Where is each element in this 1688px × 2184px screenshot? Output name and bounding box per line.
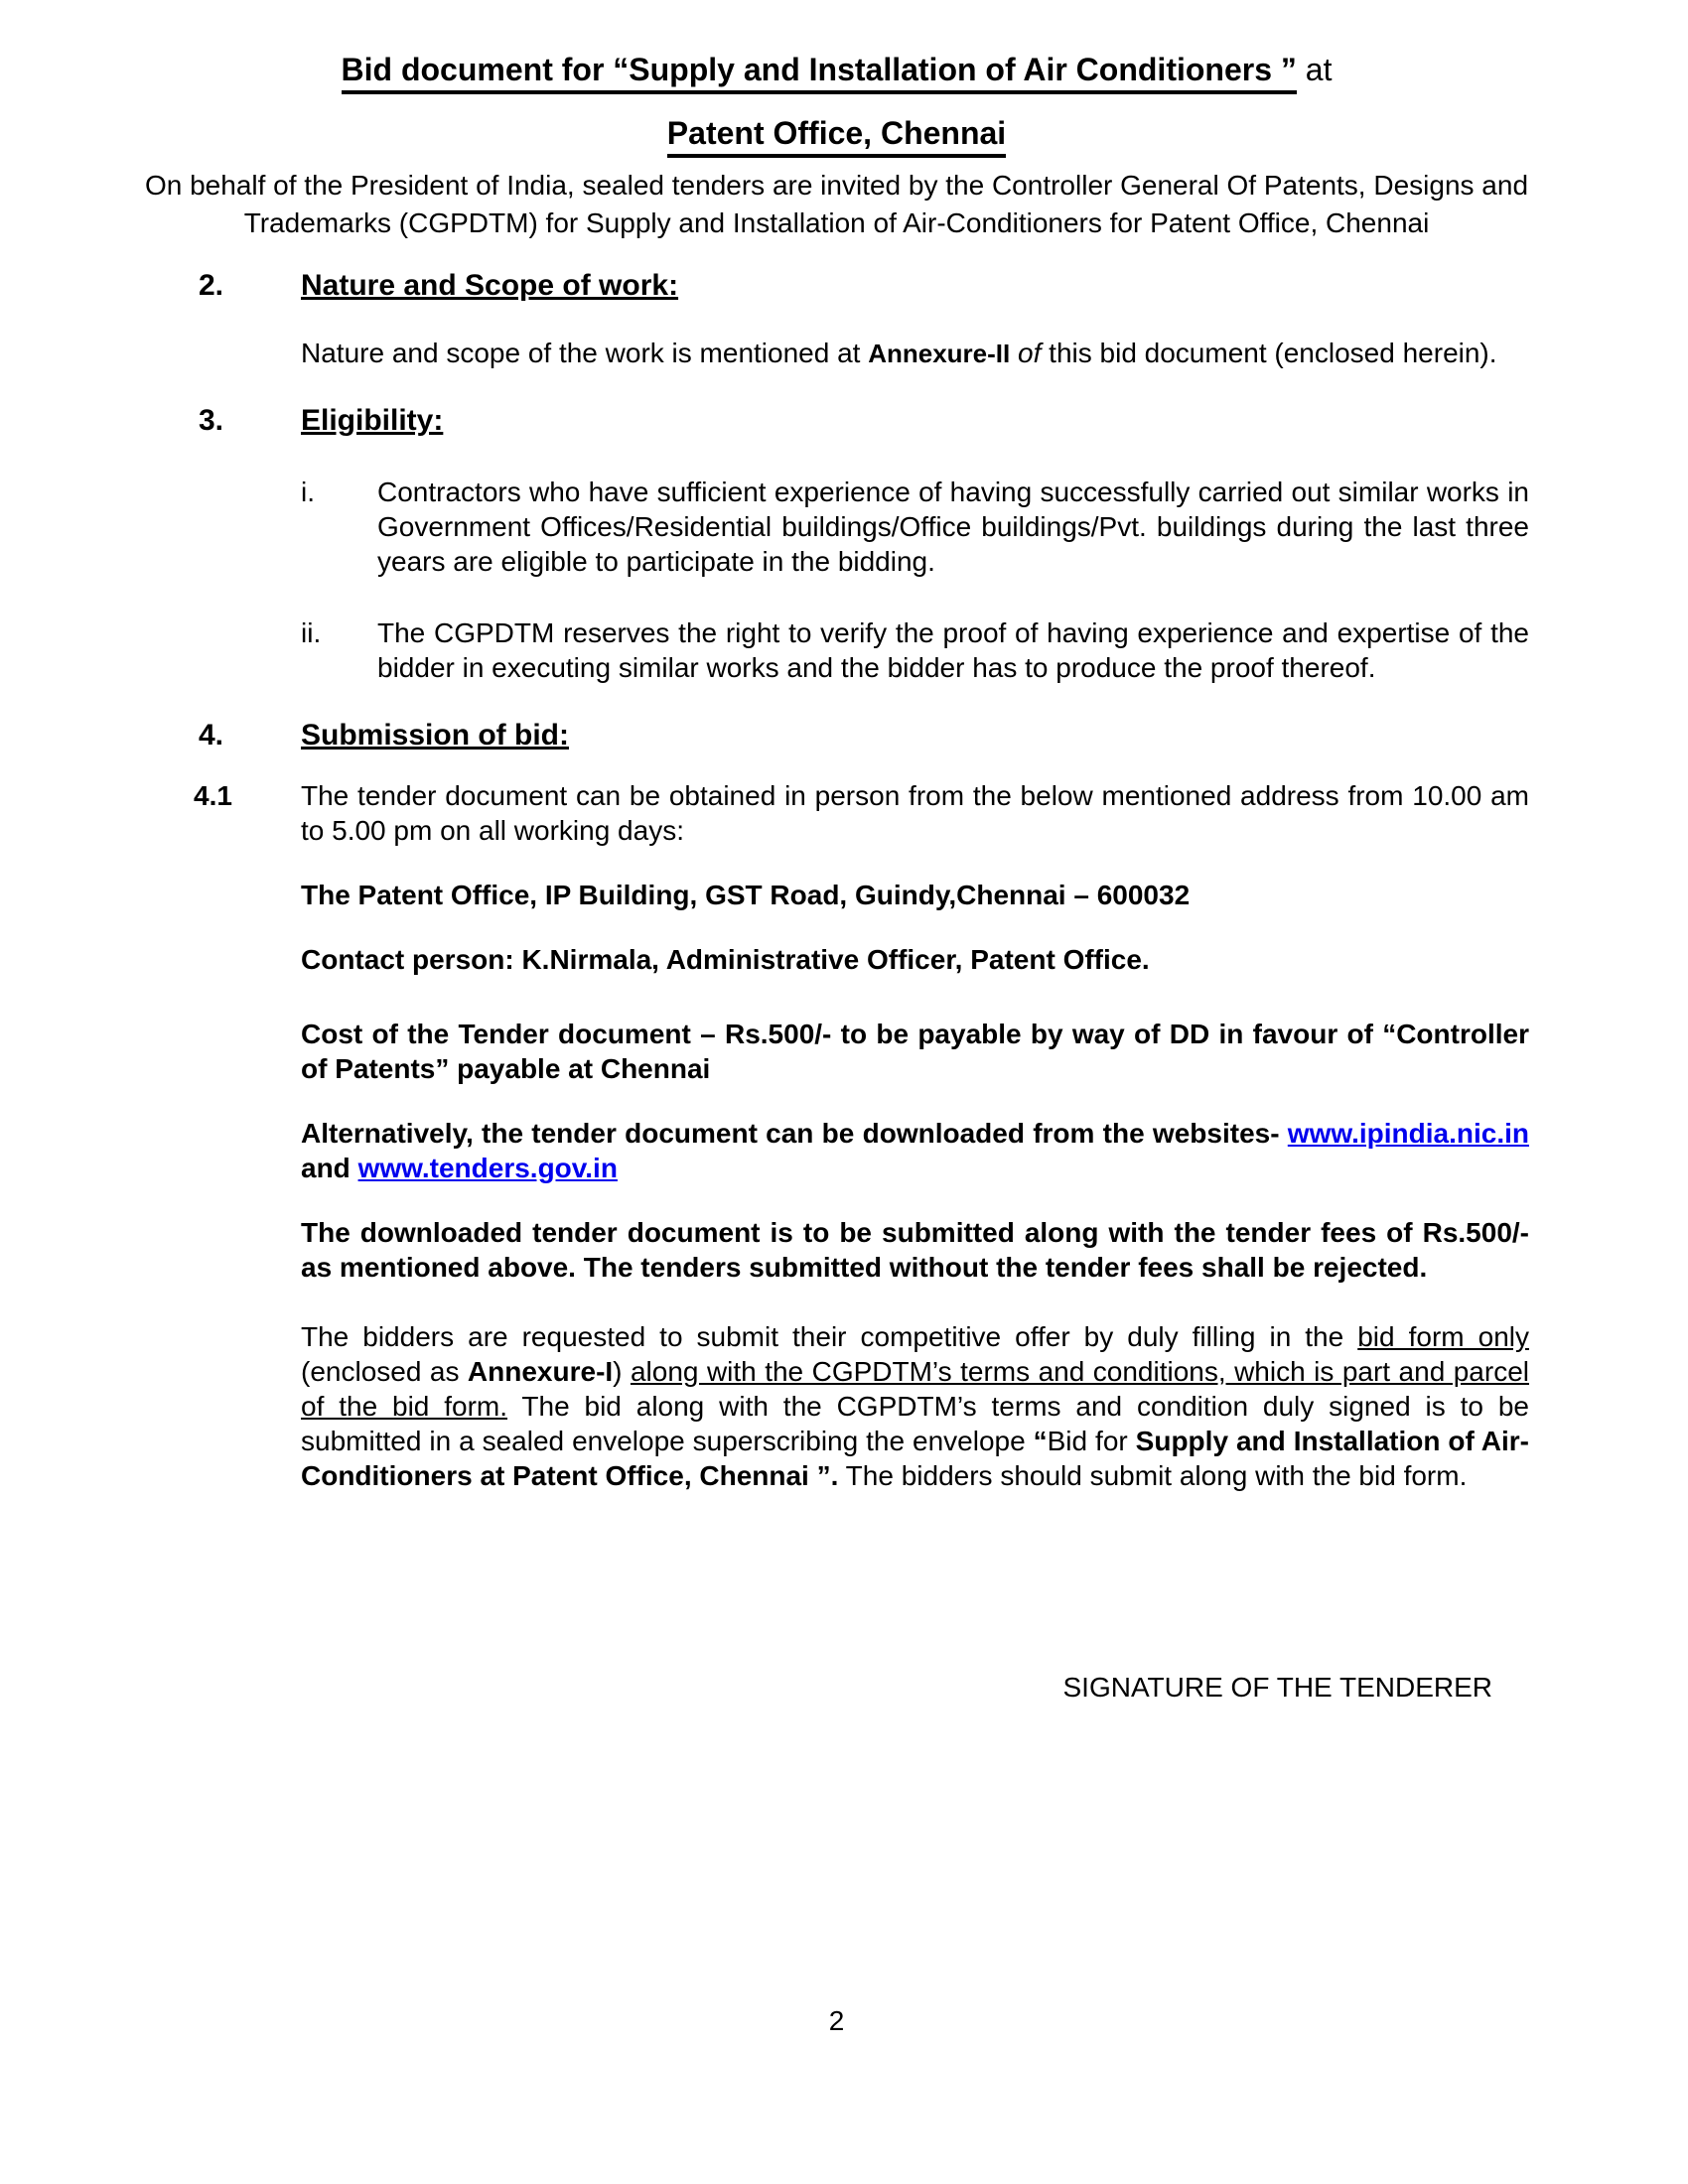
- annexure-1-reference: Annexure-I: [467, 1356, 614, 1387]
- clause-4-1-number: 4.1: [194, 780, 232, 811]
- clause-4-1-text: The tender document can be obtained in person from the below mentioned address from 10.00 am to 5.00 pm on all working days:: [301, 780, 1529, 846]
- downloaded-tender-paragraph: The downloaded tender document is to be submitted along with the tender fees of Rs.500/- as mentioned above. The tenders submitted without the tender fees shall be rejected.: [301, 1217, 1529, 1283]
- eligibility-item-2-numeral: ii.: [301, 617, 322, 648]
- page-number: 2: [828, 2005, 845, 2036]
- page-title-line2: [144, 113, 1529, 153]
- annexure-2-reference: Annexure-II: [868, 339, 1011, 368]
- bidders-run-5: ): [613, 1356, 631, 1387]
- office-address: The Patent Office, IP Building, GST Road, Guindy,Chennai – 600032: [301, 880, 1191, 910]
- envelope-superscription-bold: Supply and Installation of Air-Conditioners at Patent Office, Chennai ”.: [301, 1426, 1529, 1491]
- bidders-run-3: (enclosed as: [301, 1356, 468, 1387]
- bidders-run-9: Bid for: [1047, 1426, 1136, 1456]
- signature-line: SIGNATURE OF THE TENDERER: [1062, 1672, 1492, 1703]
- document-content: [144, 0, 1529, 1704]
- section-3-number: 3.: [199, 404, 224, 437]
- eligibility-item-1-text: Contractors who have sufficient experience of having successfully carried out similar works in Government Offices/Residential buildings/Office buildings/Pvt. buildings during the last three years are eligible to participate in the bidding.: [377, 477, 1529, 577]
- section-2-heading-row: [144, 268, 1529, 304]
- bidders-run-7: The bid along with the CGPDTM’s terms and condition duly signed is to be submitted in a sealed envelope superscribing the envelope: [301, 1391, 1529, 1456]
- tender-cost-paragraph: Cost of the Tender document – Rs.500/- to be payable by way of DD in favour of “Controller of Patents” payable at Chennai: [301, 1019, 1529, 1084]
- section-2-body-italic: of: [1010, 338, 1042, 368]
- clause-4-1-row: [144, 778, 1529, 848]
- intro-paragraph: On behalf of the President of India, sealed tenders are invited by the Controller General Of Patents, Designs and Trademarks (CGPDTM) for Supply and Installation of Air-Conditioners for Patent Office, Chennai: [144, 170, 1529, 238]
- ipindia-link[interactable]: www.ipindia.nic.in: [1287, 1118, 1529, 1149]
- section-2-body: [301, 336, 1529, 371]
- bidders-run-1: The bidders are requested to submit their competitive offer by duly filling in the: [301, 1321, 1358, 1352]
- section-2-number: 2.: [199, 269, 224, 302]
- section-3-heading: Eligibility:: [301, 404, 444, 437]
- tenders-gov-link[interactable]: www.tenders.gov.in: [357, 1153, 618, 1183]
- eligibility-item-2-text: The CGPDTM reserves the right to verify the proof of having experience and expertise of the bidder in executing similar works and the bidder has to produce the proof thereof.: [377, 617, 1529, 683]
- section-3-heading-row: [144, 403, 1529, 439]
- section-2-heading: Nature and Scope of work:: [301, 269, 679, 302]
- section-2-body-rest: this bid document (enclosed herein).: [1041, 338, 1497, 368]
- section-4-number: 4.: [199, 719, 224, 751]
- bid-form-only-underlined: bid form only: [1357, 1321, 1529, 1352]
- eligibility-item-1: [301, 475, 1529, 579]
- bidders-paragraph: [301, 1319, 1529, 1493]
- bidders-run-11: The bidders should submit along with the bid form.: [838, 1460, 1468, 1491]
- title-location: Patent Office, Chennai: [667, 115, 1006, 158]
- title-tail: at: [1296, 52, 1333, 87]
- terms-conditions-underlined: along with the CGPDTM’s terms and conditions, which is part and parcel of the bid form.: [301, 1356, 1529, 1422]
- download-websites-text: Alternatively, the tender document can be downloaded from the websites-: [301, 1118, 1288, 1149]
- envelope-open-quote: “: [1033, 1426, 1048, 1456]
- download-websites-paragraph: [301, 1116, 1529, 1185]
- page-title-line1: [144, 0, 1529, 89]
- section-4-heading-row: [144, 718, 1529, 753]
- section-4-heading: Submission of bid:: [301, 719, 569, 751]
- eligibility-item-1-numeral: i.: [301, 477, 315, 507]
- contact-person: Contact person: K.Nirmala, Administrative Officer, Patent Office.: [301, 944, 1150, 975]
- title-main: Bid document for “Supply and Installation of Air Conditioners ”: [342, 52, 1297, 94]
- section-2-body-text: Nature and scope of the work is mentioned at: [301, 338, 869, 368]
- download-websites-and: and: [301, 1153, 358, 1183]
- eligibility-item-2: [301, 615, 1529, 685]
